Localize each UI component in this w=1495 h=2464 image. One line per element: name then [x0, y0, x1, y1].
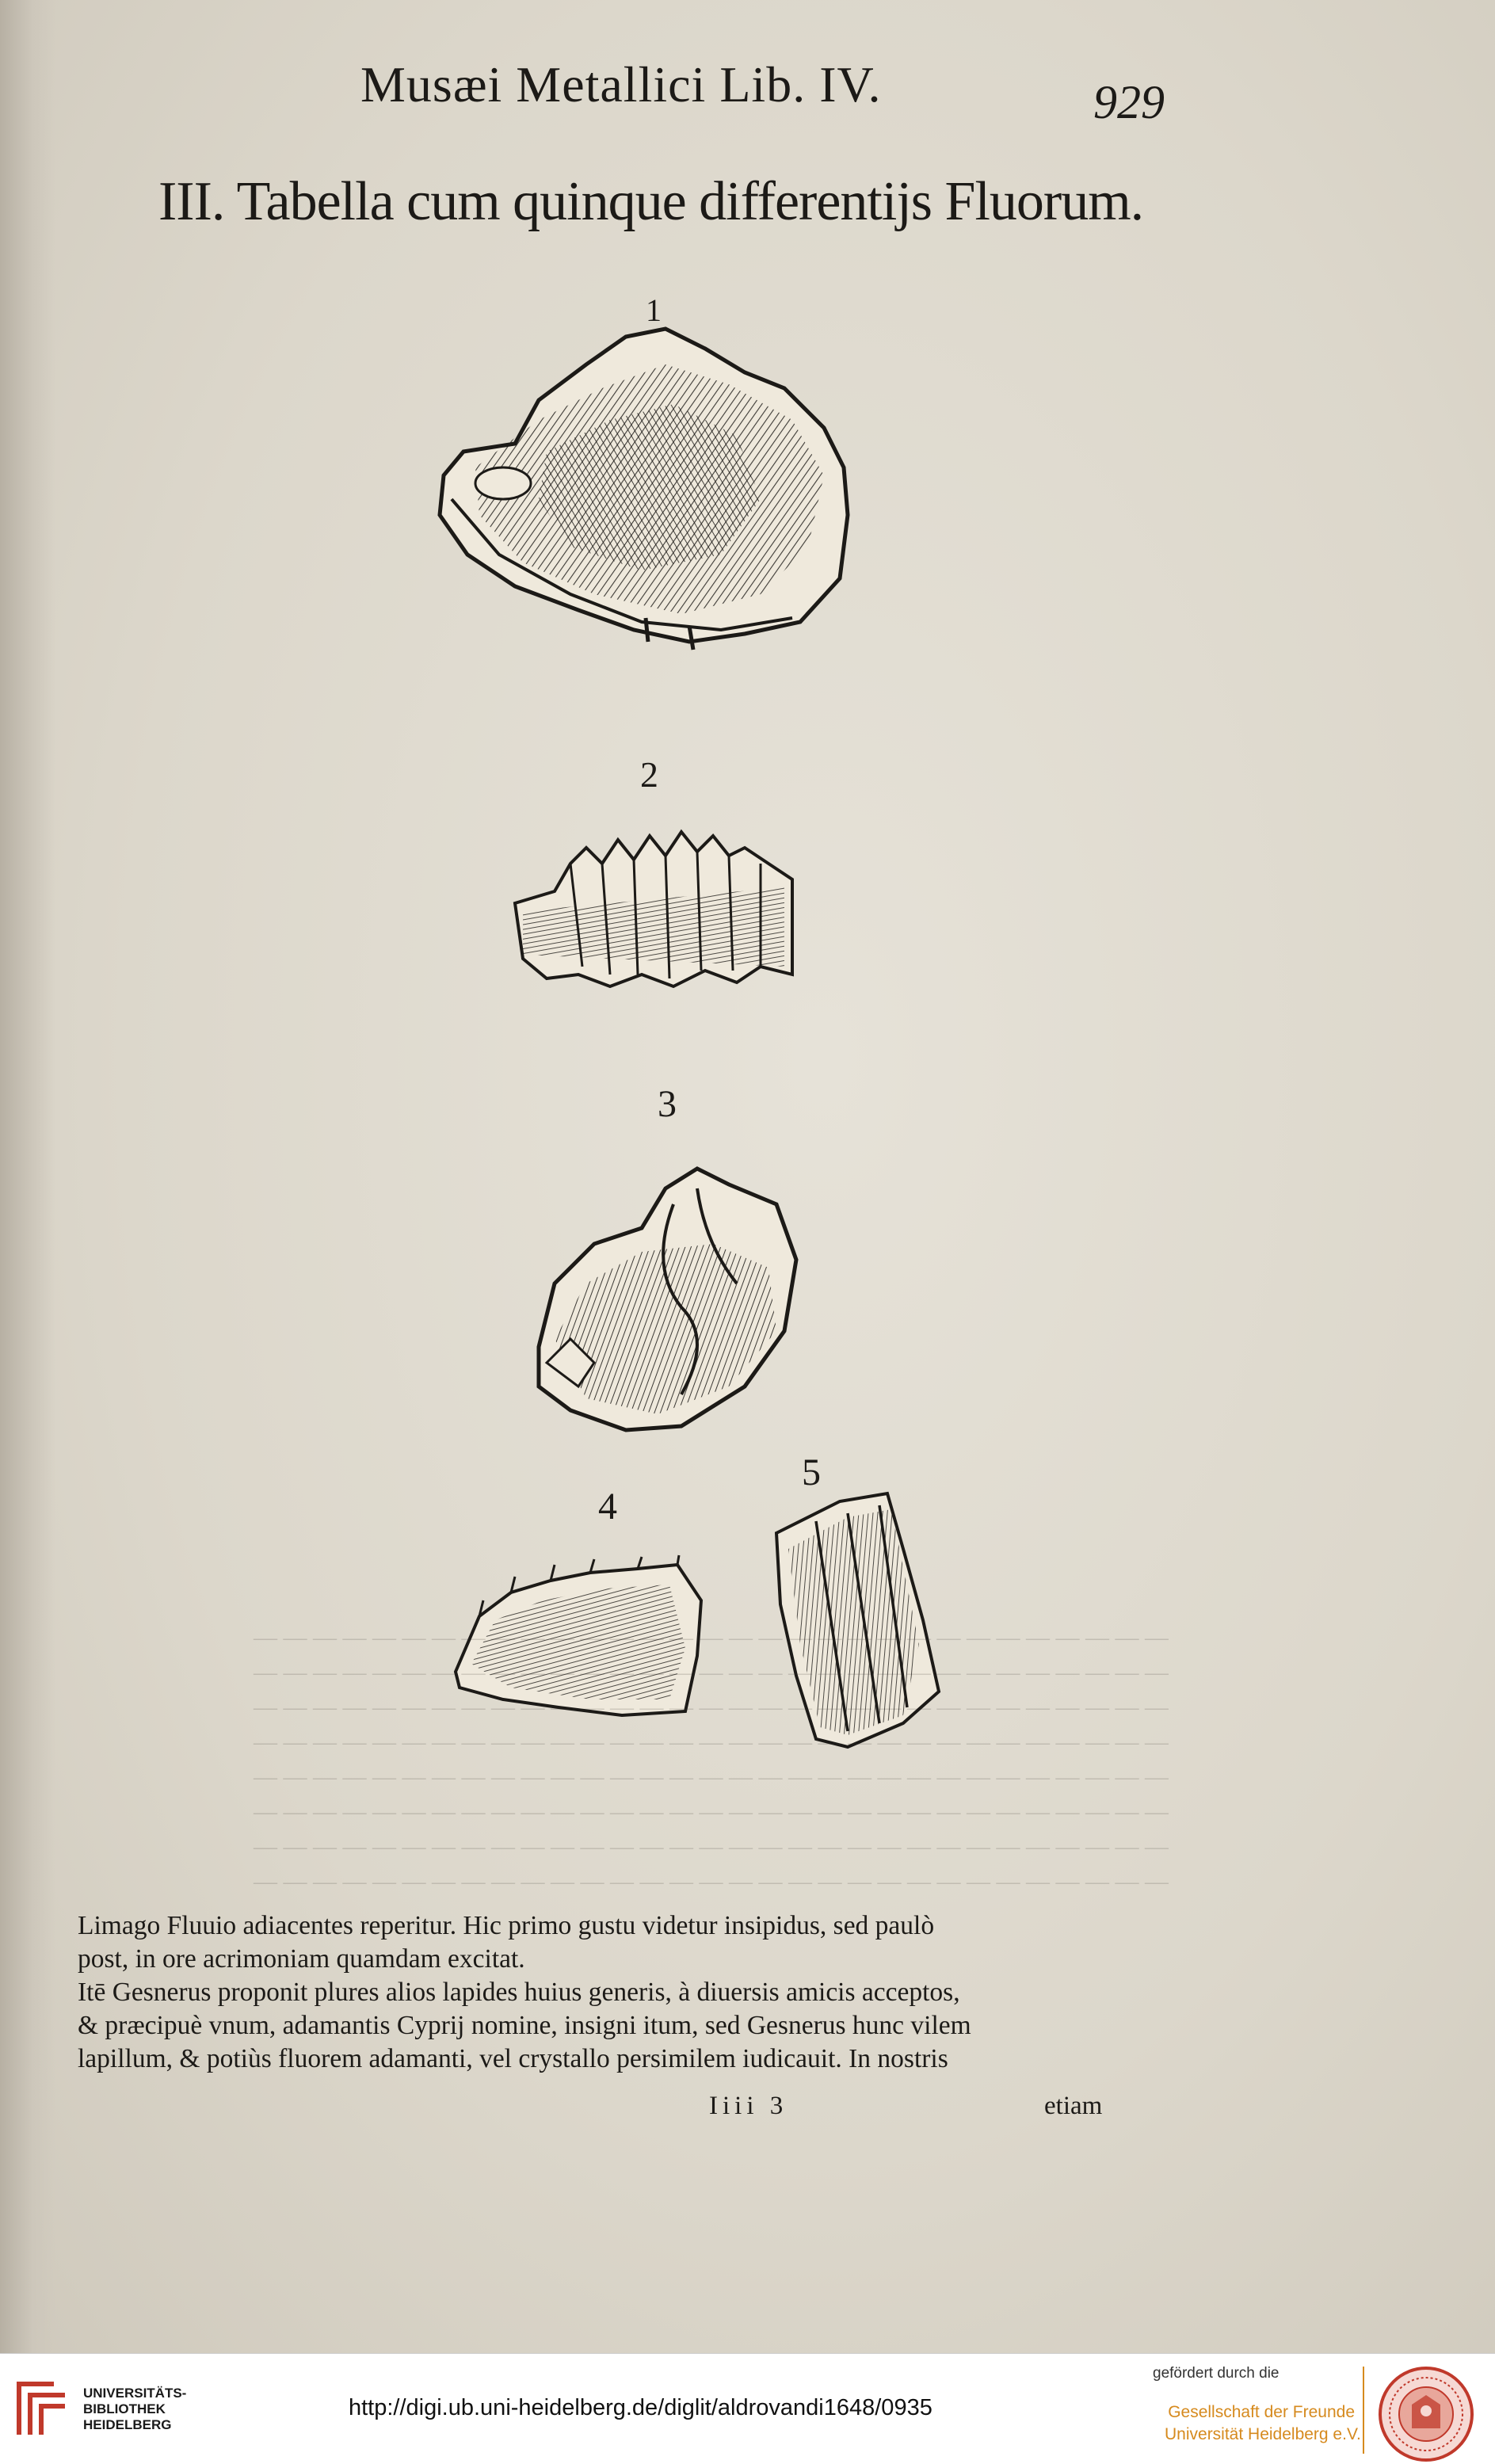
footer-divider: [1363, 2367, 1364, 2454]
figure-label-5: 5: [802, 1451, 821, 1493]
library-name[interactable]: [83, 2386, 186, 2433]
figure-label-1: 1: [646, 292, 662, 328]
body-line-4: & præcipuè vnum, adamantis Cyprij nomine, insigni itum, sed Gesnerus hunc vilem: [78, 2011, 971, 2040]
signature-mark: Iiii 3: [709, 2092, 788, 2120]
fluorite-specimen-1-woodcut: [428, 317, 856, 666]
body-text: [78, 1909, 1163, 2076]
figure-label-2: 2: [640, 754, 658, 795]
library-name-line-1: UNIVERSITÄTS-: [83, 2386, 187, 2401]
university-seal-icon[interactable]: [1377, 2365, 1475, 2463]
body-line-2: post, in ore acrimoniam quamdam excitat.: [78, 1944, 525, 1974]
running-head: Musæi Metallici Lib. IV.: [360, 56, 882, 113]
viewer-footer: [0, 2353, 1495, 2464]
page-gutter-shadow: [0, 0, 55, 2353]
library-name-line-2: BIBLIOTHEK: [83, 2401, 166, 2416]
body-line-1: Limago Fluuio adiacentes reperitur. Hic primo gustu videtur insipidus, sed paulò: [78, 1911, 935, 1940]
figure-label-4: 4: [598, 1486, 617, 1528]
permalink-url[interactable]: http://digi.ub.uni-heidelberg.de/diglit/aldrovandi1648/0935: [349, 2395, 932, 2420]
funder-name[interactable]: [1165, 2401, 1361, 2446]
library-name-line-3: HEIDELBERG: [83, 2417, 172, 2432]
fluorite-specimen-3-woodcut: [523, 1157, 808, 1442]
funder-name-line-2: Universität Heidelberg e.V.: [1165, 2425, 1361, 2443]
fluorite-specimen-2-woodcut: [507, 816, 800, 990]
funder-note: gefördert durch die: [1153, 2365, 1280, 2382]
funder-name-line-1: Gesellschaft der Freunde: [1168, 2403, 1355, 2421]
library-logo-icon[interactable]: [14, 2378, 71, 2441]
plate-title: III. Tabella cum quinque differentijs Fluorum.: [158, 171, 1144, 232]
page-number: 929: [1093, 76, 1165, 128]
catchword: etiam: [1044, 2092, 1103, 2120]
body-line-3: Itē Gesnerus proponit plures alios lapides huius generis, à diuersis amicis acceptos,: [78, 1978, 960, 2007]
bleed-through-text: — — — — — — — — — — — — — — — — — — — — — — — — — — — — — — — — — — — — — — — — — — — — — — — — — — — — — — — — — — — — — — — — — — — — — — — — — — — — — — — — — — — — — — — — — — — — — — — — — — — — — — — — — — — — — — — — — — — — — — — — — — — — — — — — — — — — — — — — — — — — — — — — — — — — — — — — — — — — — — — — — — — — — — — — — — — — — — — — — — — — — — — — — — — — — — — — — — — — — — — — — — — — — — — — — — — — — — — — — — — — — — — — — — — — — — — — — — — — — — — — — — — — — — — —: [254, 1624, 1169, 1894]
figure-label-3: 3: [658, 1083, 677, 1125]
body-line-5: lapillum, & potiùs fluorem adamanti, vel crystallo persimilem iudicauit. In nostris: [78, 2044, 948, 2073]
